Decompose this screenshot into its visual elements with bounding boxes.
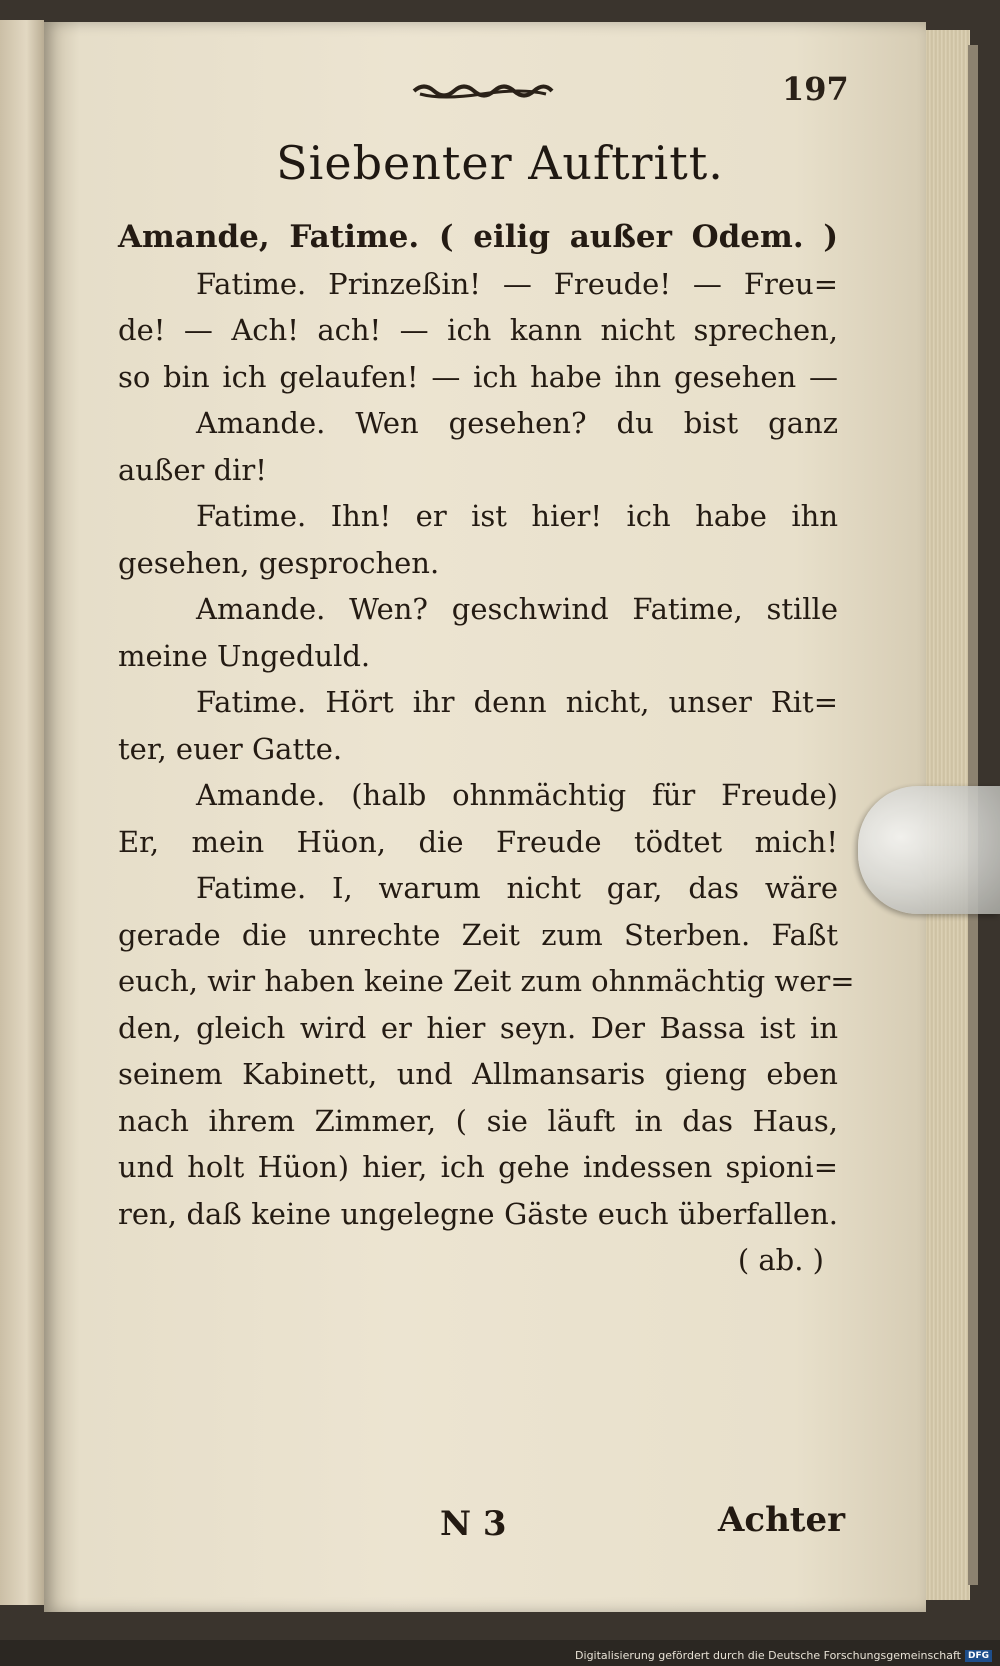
facing-page-edge xyxy=(0,20,44,1605)
text-line: de! — Ach! ach! — ich kann nicht sprechen, xyxy=(118,313,838,347)
text-line: Amande, Fatime. ( eilig außer Odem. ) xyxy=(118,219,838,255)
text-line: gesehen, gesprochen. xyxy=(118,545,440,580)
credit-text: Digitalisierung gefördert durch die Deutsche Forschungsgemeinschaft xyxy=(575,1649,961,1662)
catchword: Achter xyxy=(718,1500,846,1540)
text-line: den, gleich wird er hier seyn. Der Bassa ist in xyxy=(118,1010,838,1045)
text-line: ren, daß keine ungelegne Gäste euch überfallen. xyxy=(118,1196,838,1231)
text-line: meine Ungeduld. xyxy=(118,638,371,673)
dialogue-text xyxy=(118,214,855,1284)
glass-page-weight xyxy=(858,786,1000,914)
text-line: Amande. Wen gesehen? du bist ganz xyxy=(196,406,838,440)
text-line: und holt Hüon) hier, ich gehe indessen spioni= xyxy=(118,1150,838,1184)
text-line: ( ab. ) xyxy=(737,1243,824,1277)
text-line: außer dir! xyxy=(118,452,267,487)
text-line: gerade die unrechte Zeit zum Sterben. Faßt xyxy=(118,917,838,952)
ornament-icon xyxy=(412,80,554,102)
text-line: Amande. (halb ohnmächtig für Freude) xyxy=(196,778,838,812)
text-line: euch, wir haben keine Zeit zum ohnmächtig wer= xyxy=(118,964,855,998)
text-line: Fatime. Ihn! er ist hier! ich habe ihn xyxy=(196,499,838,533)
text-line: so bin ich gelaufen! — ich habe ihn gesehen — xyxy=(118,359,838,394)
digitization-credit xyxy=(575,1649,992,1662)
text-line: Fatime. Hört ihr denn nicht, unser Rit= xyxy=(196,685,838,719)
dfg-logo-icon: DFG xyxy=(965,1650,992,1662)
text-line: Amande. Wen? geschwind Fatime, stille xyxy=(196,592,838,626)
text-line: Fatime. I, warum nicht gar, das wäre xyxy=(196,871,838,905)
text-line: Fatime. Prinzeßin! — Freude! — Freu= xyxy=(196,266,838,301)
scene-title: Siebenter Auftritt. xyxy=(276,136,724,190)
page-number: 197 xyxy=(782,70,849,108)
text-line: nach ihrem Zimmer, ( sie läuft in das Haus, xyxy=(118,1103,838,1138)
text-line: ter, euer Gatte. xyxy=(118,731,343,766)
signature-mark: N 3 xyxy=(440,1504,507,1544)
text-line: seinem Kabinett, und Allmansaris gieng eben xyxy=(118,1057,838,1091)
text-line: Er, mein Hüon, die Freude tödtet mich! xyxy=(118,824,838,859)
